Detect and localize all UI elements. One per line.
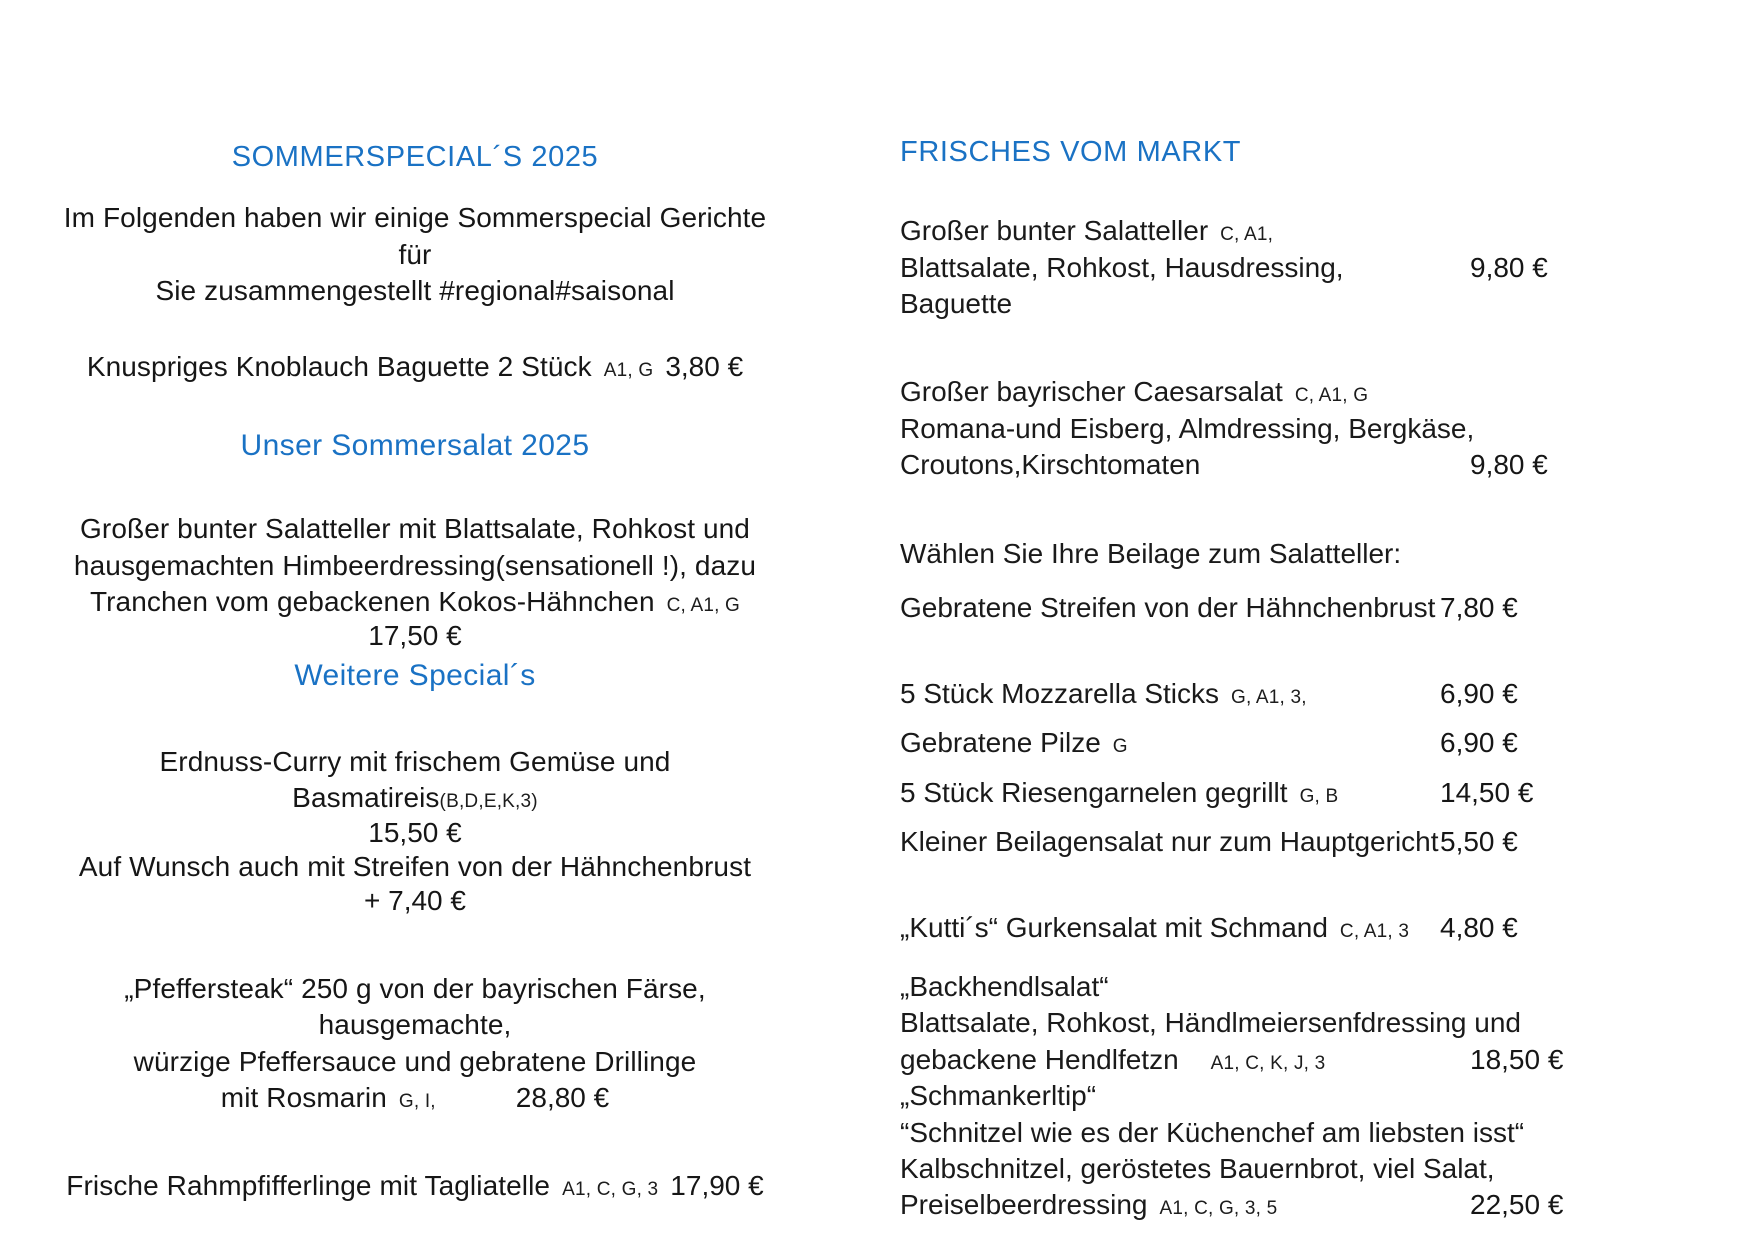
beilage-row — [900, 725, 1620, 761]
caesarsalat-description-2: Croutons,Kirschtomaten — [900, 449, 1201, 481]
salatteller-name: Großer bunter Salatteller — [900, 215, 1209, 247]
knoblauch-baguette-item — [55, 349, 775, 385]
salatteller-description: Blattsalate, Rohkost, Hausdressing, Baguette — [900, 251, 1344, 319]
sommersalat-line-3-row — [55, 584, 775, 620]
beilage-price: 7,80 € — [1440, 591, 1518, 623]
schmankerltip-line-2: Kalbschnitzel, geröstetes Bauernbrot, viel Salat, — [900, 1153, 1495, 1185]
pfeffersteak-line-3: mit Rosmarin — [220, 1082, 387, 1114]
caesarsalat-allergens: C, A1, G — [1294, 385, 1369, 407]
sommersalat-heading-text: Unser Sommersalat 2025 — [240, 428, 590, 462]
intro-line-1: Im Folgenden haben wir einige Sommerspecial Gerichte für — [63, 202, 767, 270]
caesarsalat-name: Großer bayrischer Caesarsalat — [900, 376, 1283, 408]
pfeffersteak-line-3-row — [55, 1080, 775, 1116]
salatteller-name-row — [900, 213, 1620, 249]
weitere-specials-heading — [55, 658, 775, 693]
beilage-row — [900, 775, 1620, 811]
erdnuss-curry-option-price: + 7,40 € — [364, 884, 466, 916]
beilage-price: 6,90 € — [1440, 727, 1518, 759]
knoblauch-baguette-price: 3,80 € — [665, 351, 744, 383]
pfeffersteak-allergens: G, I, — [398, 1091, 436, 1113]
sommerspecial-heading-text: SOMMERSPECIAL´S 2025 — [231, 141, 599, 173]
beilage-label — [900, 910, 1440, 946]
beilage-name: „Kutti´s“ Gurkensalat mit Schmand — [900, 911, 1328, 943]
backhendlsalat-item — [900, 969, 1620, 1078]
frisches-vom-markt-heading-text: FRISCHES VOM MARKT — [900, 136, 1242, 168]
sommerspecial-heading — [55, 140, 775, 174]
caesarsalat-item — [900, 374, 1620, 483]
backhendlsalat-allergens: A1, C, K, J, 3 — [1210, 1052, 1326, 1074]
erdnuss-curry-option: Auf Wunsch auch mit Streifen von der Hähnchenbrust — [78, 850, 752, 882]
schmankerltip-line-1: “Schnitzel wie es der Küchenchef am liebsten isst“ — [900, 1116, 1525, 1148]
erdnuss-curry-allergens: (B,D,E,K,3) — [439, 791, 538, 813]
beilage-allergens: C, A1, 3 — [1339, 920, 1410, 942]
pfeffersteak-line-2: würzige Pfeffersauce und gebratene Drillinge — [133, 1045, 697, 1077]
beilage-label — [900, 725, 1440, 761]
sommersalat-price: 17,50 € — [368, 620, 462, 652]
salatteller-item — [900, 213, 1620, 322]
rahmpfifferlinge-price: 17,90 € — [670, 1170, 764, 1202]
caesarsalat-price: 9,80 € — [1470, 449, 1548, 481]
erdnuss-curry-name: Erdnuss-Curry mit frischem Gemüse und Basmatireis — [159, 745, 671, 814]
rahmpfifferlinge-item — [55, 1168, 775, 1204]
beilage-price: 6,90 € — [1440, 677, 1518, 709]
beilage-row — [900, 824, 1620, 897]
sommersalat-heading — [55, 428, 775, 463]
erdnuss-curry-item — [55, 744, 775, 917]
beilage-label — [900, 824, 1440, 897]
caesarsalat-description-1: Romana-und Eisberg, Almdressing, Bergkäse, — [900, 412, 1475, 444]
beilagen-list — [900, 590, 1620, 946]
sommersalat-item — [55, 511, 775, 652]
knoblauch-baguette-allergens: A1, G — [603, 360, 654, 382]
beilage-name: Gebratene Pilze — [900, 727, 1101, 759]
rahmpfifferlinge-allergens: A1, C, G, 3 — [562, 1179, 659, 1201]
schmankerltip-item — [900, 1078, 1620, 1224]
beilage-row — [900, 676, 1620, 712]
backhendlsalat-line-2-row — [900, 1042, 1620, 1078]
sommersalat-line-1: Großer bunter Salatteller mit Blattsalate, Rohkost und — [80, 513, 750, 545]
erdnuss-curry-name-row — [55, 744, 775, 817]
rahmpfifferlinge-name: Frische Rahmpfifferlinge mit Tagliatelle — [66, 1170, 551, 1202]
beilage-name: Kleiner Beilagensalat nur zum Hauptgericht — [900, 825, 1439, 857]
backhendlsalat-label — [900, 1042, 1345, 1078]
beilage-name: 5 Stück Mozzarella Sticks — [900, 677, 1219, 709]
backhendlsalat-price: 18,50 € — [1470, 1043, 1564, 1075]
right-column — [900, 135, 1620, 1224]
intro-line-2: Sie zusammengestellt #regional#saisonal — [155, 275, 675, 306]
schmankerltip-allergens: A1, C, G, 3, 5 — [1159, 1198, 1278, 1220]
beilage-label — [900, 676, 1440, 712]
knoblauch-baguette-name: Knuspriges Knoblauch Baguette 2 Stück — [86, 351, 592, 383]
pfeffersteak-price: 28,80 € — [515, 1082, 610, 1114]
beilagen-intro: Wählen Sie Ihre Beilage zum Salatteller: — [900, 537, 1402, 569]
salatteller-price: 9,80 € — [1470, 251, 1548, 283]
erdnuss-curry-price: 15,50 € — [368, 816, 462, 848]
backhendlsalat-line-1: Blattsalate, Rohkost, Händlmeiersenfdressing und — [900, 1007, 1522, 1039]
beilage-label — [900, 775, 1440, 811]
backhendlsalat-title: „Backhendlsalat“ — [900, 971, 1109, 1003]
sommersalat-line-2: hausgemachten Himbeerdressing(sensationell !), dazu — [73, 549, 757, 581]
beilage-row — [900, 910, 1620, 946]
schmankerltip-label — [900, 1187, 1297, 1223]
beilage-name: 5 Stück Riesengarnelen gegrillt — [900, 776, 1288, 808]
intro-paragraph — [55, 200, 775, 309]
frisches-vom-markt-heading — [900, 135, 1620, 169]
weitere-specials-heading-text: Weitere Special´s — [294, 659, 536, 693]
pfeffersteak-item — [55, 971, 775, 1117]
pfeffersteak-line-1: „Pfeffersteak“ 250 g von der bayrischen Färse, hausgemachte, — [124, 972, 706, 1041]
salatteller-allergens: C, A1, — [1220, 224, 1274, 246]
beilage-price: 4,80 € — [1440, 911, 1518, 943]
beilage-label — [900, 590, 1440, 663]
beilage-allergens: G, A1, 3, — [1231, 686, 1307, 708]
sommersalat-line-3: Tranchen vom gebackenen Kokos-Hähnchen — [89, 585, 655, 617]
schmankerltip-line-3: Preiselbeerdressing — [900, 1189, 1148, 1221]
beilage-allergens: G, B — [1299, 785, 1339, 807]
salatteller-desc-row — [900, 250, 1620, 323]
schmankerltip-line-3-row — [900, 1187, 1620, 1223]
beilage-row — [900, 590, 1620, 663]
beilage-allergens: G — [1112, 736, 1128, 758]
backhendlsalat-line-2: gebackene Hendlfetzn — [900, 1043, 1179, 1075]
beilage-price: 14,50 € — [1440, 776, 1534, 808]
schmankerltip-price: 22,50 € — [1470, 1189, 1564, 1221]
caesarsalat-desc-row-2 — [900, 447, 1620, 483]
caesarsalat-name-row — [900, 374, 1620, 410]
sommersalat-allergens: C, A1, G — [666, 594, 741, 616]
left-column — [55, 140, 775, 1205]
beilage-price: 5,50 € — [1440, 825, 1518, 857]
beilage-name: Gebratene Streifen von der Hähnchenbrust — [900, 591, 1436, 623]
schmankerltip-title: „Schmankerltip“ — [900, 1080, 1097, 1112]
